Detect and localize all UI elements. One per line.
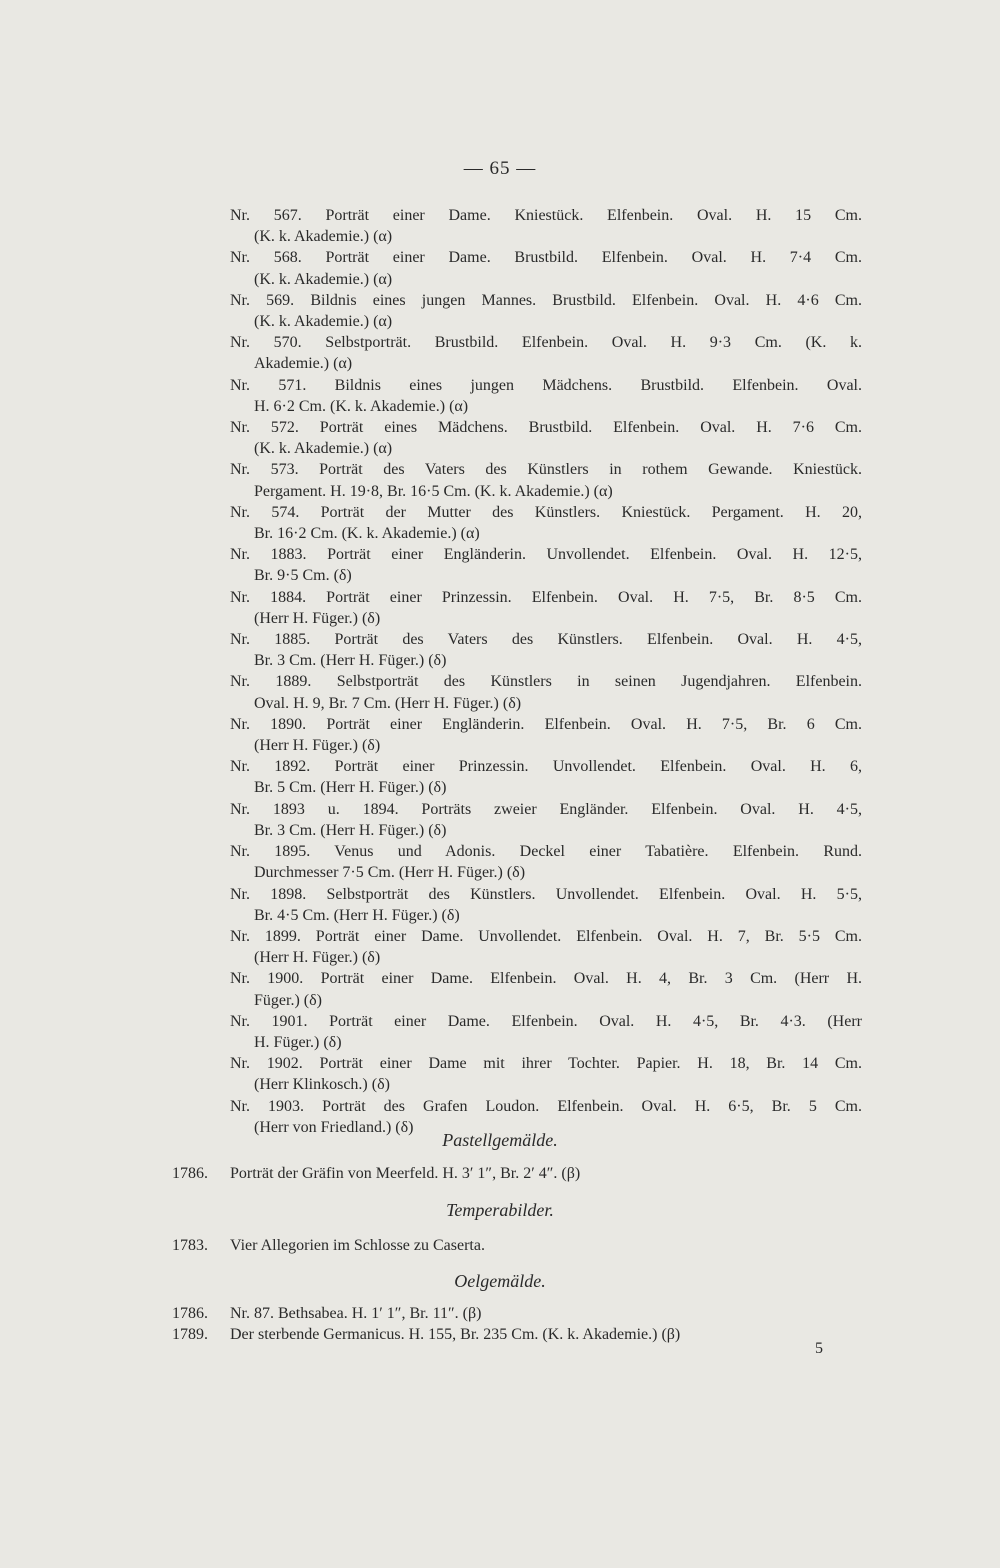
- pastell-entry: [172, 1165, 872, 1183]
- entry-first-line: Nr. 573. Porträt des Vaters des Künstlers in rothem Gewande. Kniestück.: [230, 461, 862, 479]
- entry-continuation-line: Akademie.) (α): [254, 355, 353, 373]
- entry-continuation-line: Br. 3 Cm. (Herr H. Füger.) (δ): [254, 821, 447, 839]
- page-number: — 65 —: [463, 158, 537, 179]
- entry-first-line: Nr. 571. Bildnis eines jungen Mädchens. Brustbild. Elfenbein. Oval.: [230, 376, 862, 394]
- section-title-pastell: Pastellgemälde.: [442, 1130, 558, 1150]
- catalog-entry: [230, 587, 862, 629]
- section-title-tempera: Temperabilder.: [446, 1200, 554, 1220]
- entry-continuation-line: Br. 3 Cm. (Herr H. Füger.) (δ): [254, 652, 447, 670]
- entry-continuation-line: (K. k. Akademie.) (α): [254, 440, 393, 458]
- entry-text: Nr. 87. Bethsabea. H. 1′ 1″, Br. 11″. (β): [230, 1305, 482, 1322]
- catalog-entry: [230, 1053, 862, 1095]
- entry-continuation-line: (K. k. Akademie.) (α): [254, 228, 393, 246]
- entry-first-line: Nr. 570. Selbstporträt. Brustbild. Elfenbein. Oval. H. 9·3 Cm. (K. k.: [230, 334, 862, 352]
- entry-first-line: Nr. 1890. Porträt einer Engländerin. Elfenbein. Oval. H. 7·5, Br. 6 Cm.: [230, 715, 862, 733]
- entry-continuation-line: (Herr von Friedland.) (δ): [254, 1118, 414, 1136]
- catalog-entry: [230, 205, 862, 247]
- entry-text: Porträt der Gräfin von Meerfeld. H. 3′ 1″, Br. 2′ 4″. (β): [230, 1165, 581, 1182]
- catalog-entry: [230, 926, 862, 968]
- entry-first-line: Nr. 1902. Porträt einer Dame mit ihrer Tochter. Papier. H. 18, Br. 14 Cm.: [230, 1055, 862, 1073]
- entry-first-line: Nr. 1895. Venus und Adonis. Deckel einer Tabatière. Elfenbein. Rund.: [230, 843, 862, 861]
- entry-first-line: Nr. 572. Porträt eines Mädchens. Brustbild. Elfenbein. Oval. H. 7·6 Cm.: [230, 419, 862, 437]
- entry-continuation-line: (Herr H. Füger.) (δ): [254, 949, 381, 967]
- entry-first-line: Nr. 1889. Selbstporträt des Künstlers in seinen Jugendjahren. Elfenbein.: [230, 673, 862, 691]
- entry-first-line: Nr. 1885. Porträt des Vaters des Künstlers. Elfenbein. Oval. H. 4·5,: [230, 631, 862, 649]
- entry-first-line: Nr. 1899. Porträt einer Dame. Unvollendet. Elfenbein. Oval. H. 7, Br. 5·5 Cm.: [230, 927, 862, 945]
- entry-continuation-line: (Herr H. Füger.) (δ): [254, 737, 381, 755]
- entry-text: Vier Allegorien im Schlosse zu Caserta.: [230, 1237, 485, 1254]
- catalog-entry: [230, 799, 862, 841]
- entry-year: 1786.: [172, 1165, 208, 1182]
- tempera-entry: [172, 1237, 872, 1255]
- entry-continuation-line: Br. 9·5 Cm. (δ): [254, 567, 352, 585]
- catalog-entry: [230, 332, 862, 374]
- catalog-entry: [230, 290, 862, 332]
- entry-continuation-line: Pergament. H. 19·8, Br. 16·5 Cm. (K. k. Akademie.) (α): [254, 482, 613, 500]
- entry-first-line: Nr. 1898. Selbstporträt des Künstlers. Unvollendet. Elfenbein. Oval. H. 5·5,: [230, 885, 862, 903]
- entry-first-line: Nr. 1903. Porträt des Grafen Loudon. Elfenbein. Oval. H. 6·5, Br. 5 Cm.: [230, 1097, 862, 1115]
- oel-entry-2: [172, 1326, 872, 1344]
- catalog-entry: [230, 629, 862, 671]
- catalog-entry: [230, 671, 862, 713]
- entry-continuation-line: Oval. H. 9, Br. 7 Cm. (Herr H. Füger.) (δ): [254, 694, 522, 712]
- catalog-entry: [230, 417, 862, 459]
- catalog-entry: [230, 544, 862, 586]
- entry-first-line: Nr. 574. Porträt der Mutter des Künstlers. Kniestück. Pergament. H. 20,: [230, 503, 862, 521]
- entry-first-line: Nr. 1900. Porträt einer Dame. Elfenbein. Oval. H. 4, Br. 3 Cm. (Herr H.: [230, 970, 862, 988]
- entry-continuation-line: Füger.) (δ): [254, 991, 322, 1009]
- catalog-entry: [230, 756, 862, 798]
- entry-continuation-line: (K. k. Akademie.) (α): [254, 313, 393, 331]
- entry-continuation-line: Br. 5 Cm. (Herr H. Füger.) (δ): [254, 779, 447, 797]
- entry-first-line: Nr. 1884. Porträt einer Prinzessin. Elfenbein. Oval. H. 7·5, Br. 8·5 Cm.: [230, 588, 862, 606]
- oel-entry-1: [172, 1305, 872, 1323]
- entry-first-line: Nr. 1883. Porträt einer Engländerin. Unvollendet. Elfenbein. Oval. H. 12·5,: [230, 546, 862, 564]
- entry-continuation-line: Durchmesser 7·5 Cm. (Herr H. Füger.) (δ): [254, 864, 526, 882]
- catalog-entry: [230, 714, 862, 756]
- catalog-entry: [230, 1011, 862, 1053]
- entry-first-line: Nr. 1901. Porträt einer Dame. Elfenbein. Oval. H. 4·5, Br. 4·3. (Herr: [230, 1012, 862, 1030]
- entry-continuation-line: (K. k. Akademie.) (α): [254, 270, 393, 288]
- entry-first-line: Nr. 569. Bildnis eines jungen Mannes. Brustbild. Elfenbein. Oval. H. 4·6 Cm.: [230, 291, 862, 309]
- catalog-entry: [230, 884, 862, 926]
- miniature-list: [230, 205, 862, 1138]
- catalog-entry: [230, 502, 862, 544]
- catalog-entry: [230, 459, 862, 501]
- catalog-entry: [230, 247, 862, 289]
- catalog-entry: [230, 968, 862, 1010]
- entry-continuation-line: Br. 16·2 Cm. (K. k. Akademie.) (α): [254, 525, 480, 543]
- entry-first-line: Nr. 567. Porträt einer Dame. Kniestück. Elfenbein. Oval. H. 15 Cm.: [230, 207, 862, 224]
- entry-first-line: Nr. 1893 u. 1894. Porträts zweier Engländer. Elfenbein. Oval. H. 4·5,: [230, 800, 862, 818]
- entry-continuation-line: (Herr Klinkosch.) (δ): [254, 1076, 390, 1094]
- entry-continuation-line: H. 6·2 Cm. (K. k. Akademie.) (α): [254, 397, 469, 415]
- entry-year: 1783.: [172, 1237, 208, 1254]
- entry-first-line: Nr. 568. Porträt einer Dame. Brustbild. Elfenbein. Oval. H. 7·4 Cm.: [230, 249, 862, 267]
- signature-mark: 5: [815, 1340, 823, 1357]
- section-title-oel: Oelgemälde.: [454, 1271, 546, 1291]
- entry-continuation-line: (Herr H. Füger.) (δ): [254, 609, 381, 627]
- entry-text: Der sterbende Germanicus. H. 155, Br. 235 Cm. (K. k. Akademie.) (β): [230, 1326, 681, 1343]
- catalog-entry: [230, 375, 862, 417]
- entry-continuation-line: H. Füger.) (δ): [254, 1033, 342, 1051]
- catalog-entry: [230, 841, 862, 883]
- entry-year: 1786.: [172, 1305, 208, 1322]
- entry-first-line: Nr. 1892. Porträt einer Prinzessin. Unvollendet. Elfenbein. Oval. H. 6,: [230, 758, 862, 776]
- entry-continuation-line: Br. 4·5 Cm. (Herr H. Füger.) (δ): [254, 906, 460, 924]
- entry-year: 1789.: [172, 1326, 208, 1343]
